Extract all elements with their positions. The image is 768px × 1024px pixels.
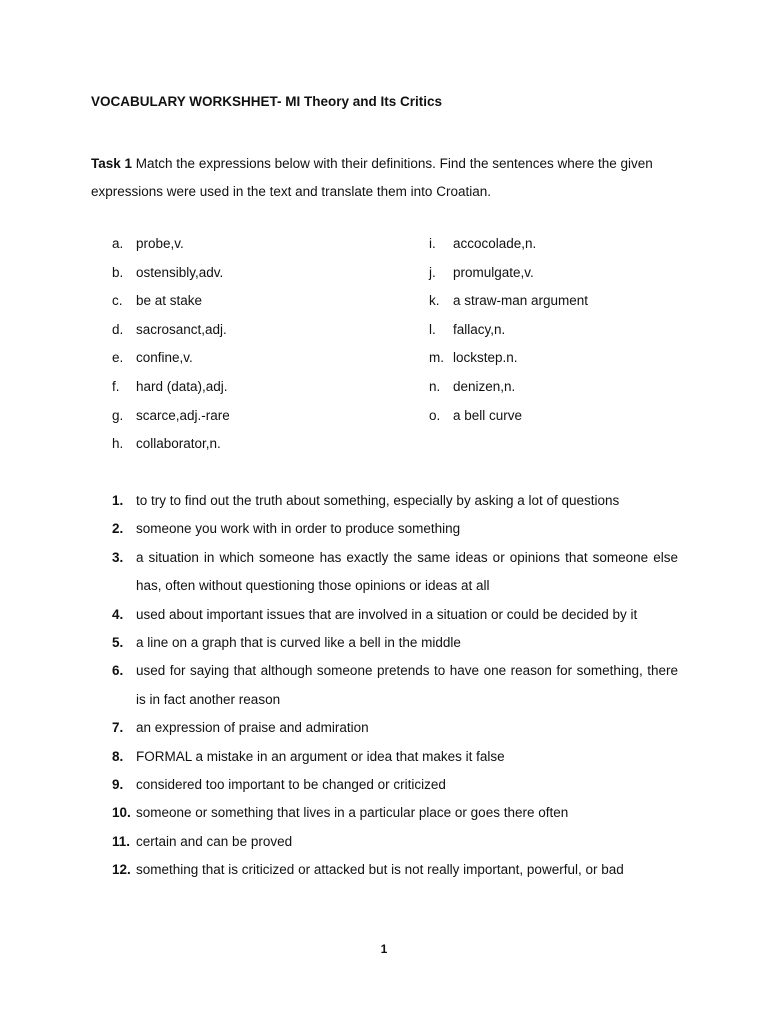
term-text: hard (data),adj. — [136, 378, 228, 394]
definition-item — [112, 629, 678, 657]
definition-text: FORMAL a mistake in an argument or idea that makes it false — [136, 748, 505, 764]
term-text: scarce,adj.-rare — [136, 407, 230, 423]
term-letter: l. — [429, 321, 436, 337]
term-item — [429, 320, 588, 349]
term-item — [429, 377, 588, 406]
term-text: fallacy,n. — [453, 321, 506, 337]
definition-text: considered too important to be changed or criticized — [136, 777, 446, 793]
definition-number: 11. — [112, 833, 131, 849]
definition-number: 7. — [112, 720, 124, 736]
term-letter: i. — [429, 236, 436, 251]
term-text: collaborator,n. — [136, 436, 221, 452]
definition-item — [112, 799, 678, 827]
term-item — [112, 377, 230, 406]
term-item — [429, 234, 588, 263]
definition-item — [112, 771, 678, 799]
definition-text: a situation in which someone has exactly the same ideas or opinions that someone else has, often without questioning those opinions or ideas at all — [136, 549, 678, 594]
worksheet-title: VOCABULARY WORKSHHET- MI Theory and Its Critics — [91, 94, 443, 109]
task-text: Match the expressions below with their definitions. Find the sentences where the given expressions were used in the text and translate them into Croatian. — [91, 156, 653, 199]
terms-list-right — [429, 234, 588, 434]
term-letter: j. — [429, 264, 436, 280]
term-item — [112, 406, 230, 435]
term-letter: c. — [112, 293, 123, 309]
definition-item — [112, 828, 678, 856]
definition-item — [112, 743, 678, 771]
term-text: a straw-man argument — [453, 293, 589, 309]
term-item — [112, 434, 230, 463]
definition-text: someone or something that lives in a particular place or goes there often — [136, 805, 569, 821]
definition-item — [112, 601, 678, 629]
term-text: a bell curve — [453, 407, 523, 423]
term-text: confine,v. — [136, 350, 193, 366]
definition-number: 9. — [112, 777, 124, 793]
task-label: Task 1 — [91, 156, 133, 171]
definition-text: certain and can be proved — [136, 833, 293, 849]
term-letter: g. — [112, 407, 124, 423]
term-text: promulgate,v. — [453, 264, 534, 280]
definition-number: 6. — [112, 663, 124, 679]
term-letter: d. — [112, 321, 124, 337]
definition-item — [112, 714, 678, 742]
terms-list-left — [112, 234, 230, 463]
term-letter: k. — [429, 293, 440, 309]
term-letter: m. — [429, 350, 444, 366]
definition-number: 10. — [112, 805, 131, 821]
definition-text: a line on a graph that is curved like a bell in the middle — [136, 635, 461, 651]
term-letter: n. — [429, 378, 441, 394]
term-item — [429, 263, 588, 292]
term-text: sacrosanct,adj. — [136, 321, 227, 337]
definition-text: used for saying that although someone pretends to have one reason for something, there is in fact another reason — [136, 663, 678, 707]
definitions-list — [112, 487, 678, 885]
term-item — [112, 263, 230, 292]
definition-text: to try to find out the truth about something, especially by asking a lot of questions — [136, 493, 620, 508]
definition-number: 3. — [112, 549, 124, 565]
definition-item — [112, 657, 678, 714]
term-letter: a. — [112, 236, 124, 251]
definition-number: 12. — [112, 862, 131, 878]
term-item — [429, 406, 588, 435]
definition-item — [112, 515, 678, 543]
term-text: denizen,n. — [453, 378, 516, 394]
definition-item — [112, 856, 678, 884]
term-item — [429, 348, 588, 377]
definition-number: 4. — [112, 606, 124, 622]
term-letter: b. — [112, 264, 124, 280]
definition-text: an expression of praise and admiration — [136, 720, 369, 736]
term-text: be at stake — [136, 293, 203, 309]
term-item — [112, 234, 230, 263]
term-letter: e. — [112, 350, 124, 366]
term-item — [429, 291, 588, 320]
term-item — [112, 291, 230, 320]
term-letter: f. — [112, 378, 120, 394]
page-number: 1 — [380, 942, 388, 956]
definition-text: someone you work with in order to produce something — [136, 521, 461, 537]
definition-text: something that is criticized or attacked but is not really important, powerful, or bad — [136, 862, 624, 878]
term-text: lockstep.n. — [453, 350, 518, 366]
definition-number: 2. — [112, 521, 124, 537]
term-text: ostensibly,adv. — [136, 264, 224, 280]
term-item — [112, 320, 230, 349]
term-letter: o. — [429, 407, 441, 423]
definition-number: 1. — [112, 493, 124, 508]
term-letter: h. — [112, 436, 124, 452]
task-instructions — [91, 150, 691, 206]
term-text: probe,v. — [136, 236, 184, 251]
definition-item — [112, 544, 678, 601]
term-text: accocolade,n. — [453, 236, 537, 251]
definition-text: used about important issues that are involved in a situation or could be decided by it — [136, 606, 638, 622]
term-item — [112, 348, 230, 377]
definition-number: 8. — [112, 748, 124, 764]
definition-item — [112, 487, 678, 515]
definition-number: 5. — [112, 635, 124, 651]
